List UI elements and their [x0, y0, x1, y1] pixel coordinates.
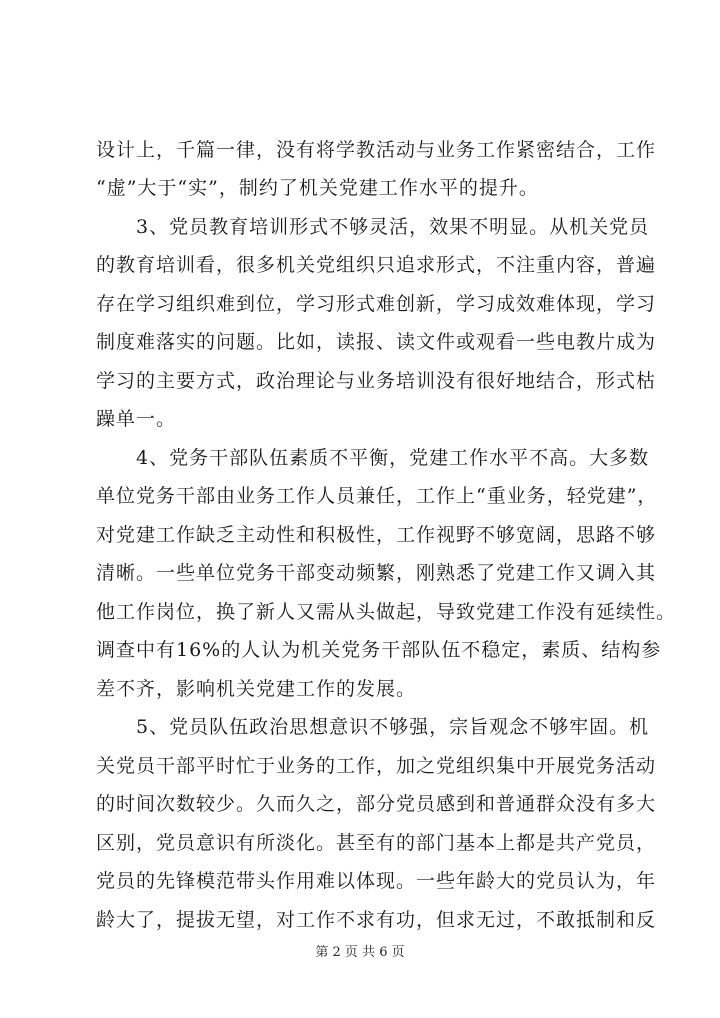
body-line-17: 关党员干部平时忙于业务的工作，加之党组织集中开展党务活动: [96, 755, 657, 777]
body-line-21: 龄大了，提拔无望，对工作不求有功，但求无过，不敢抵制和反: [96, 909, 657, 931]
page-number-footer: 第 2 页 共 6 页: [315, 945, 405, 960]
body-line-19: 区别，党员意识有所淡化。甚至有的部门基本上都是共产党员，: [96, 832, 657, 854]
paragraph-4-heading-line: 4、党务干部队伍素质不平衡，党建工作水平不高。大多数: [136, 447, 650, 469]
body-line-15: 差不齐，影响机关党建工作的发展。: [96, 678, 417, 700]
body-line-11: 对党建工作缺乏主动性和积极性，工作视野不够宽阔，思路不够: [96, 524, 657, 546]
body-line-7: 学习的主要方式，政治理论与业务培训没有很好地结合，形式枯: [96, 370, 657, 392]
body-line-8: 躁单一。: [96, 408, 177, 430]
body-line-18: 的时间次数较少。久而久之，部分党员感到和普通群众没有多大: [96, 793, 657, 815]
paragraph-3-heading-line: 3、党员教育培训形式不够灵活，效果不明显。从机关党员: [136, 216, 650, 238]
body-line-5: 存在学习组织难到位，学习形式难创新，学习成效难体现，学习: [96, 293, 657, 315]
body-line-14: 调查中有16%的人认为机关党务干部队伍不稳定，素质、结构参: [96, 639, 662, 661]
paragraph-5-heading-line: 5、党员队伍政治思想意识不够强，宗旨观念不够牢固。机: [136, 716, 650, 738]
body-line-6: 制度难落实的问题。比如，读报、读文件或观看一些电教片成为: [96, 331, 657, 353]
body-line-4: 的教育培训看，很多机关党组织只追求形式，不注重内容，普遍: [96, 254, 657, 276]
body-line-13: 他工作岗位，换了新人又需从头做起，导致党建工作没有延续性。: [96, 601, 677, 623]
body-line-2: “虚”大于“实”，制约了机关党建工作水平的提升。: [96, 177, 539, 199]
body-line-20: 党员的先锋模范带头作用难以体现。一些年龄大的党员认为，年: [96, 870, 657, 892]
body-line-12: 清晰。一些单位党务干部变动频繁，刚熟悉了党建工作又调入其: [96, 562, 657, 584]
body-line-1: 设计上，千篇一律，没有将学教活动与业务工作紧密结合，工作: [96, 139, 657, 161]
body-line-10: 单位党务干部由业务工作人员兼任，工作上“重业务，轻党建”，: [96, 485, 658, 507]
